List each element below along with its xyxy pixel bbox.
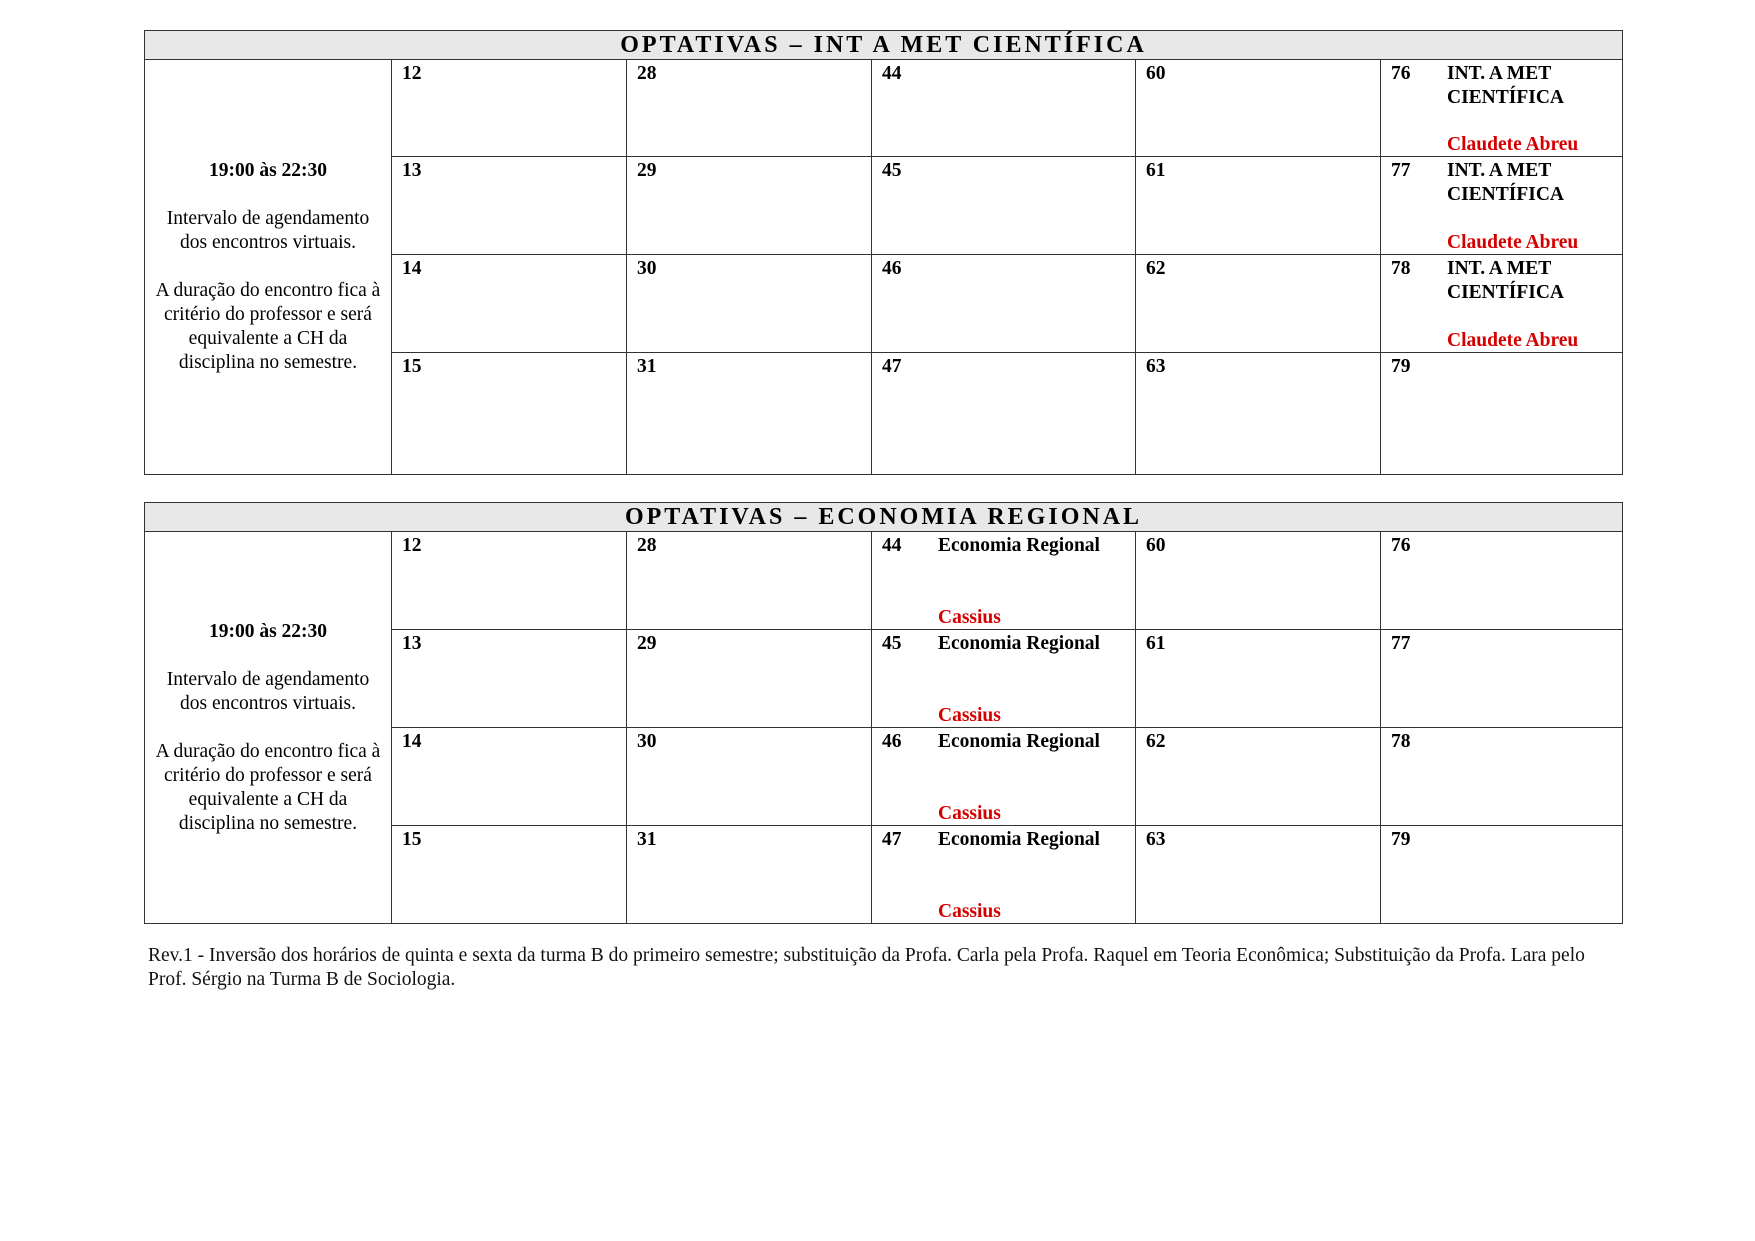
schedule-cell bbox=[872, 255, 1136, 353]
schedule-cell bbox=[872, 532, 1136, 630]
slot-number: 15 bbox=[402, 829, 422, 850]
subject-name: Economia Regional bbox=[938, 829, 1100, 850]
slot-number: 63 bbox=[1146, 829, 1166, 850]
professor-name: Cassius bbox=[938, 803, 1001, 824]
schedule-cell bbox=[1381, 532, 1623, 630]
schedule-cell bbox=[1136, 255, 1381, 353]
slot-number: 76 bbox=[1391, 535, 1411, 556]
slot-number: 13 bbox=[402, 633, 422, 654]
slot-number: 13 bbox=[402, 160, 422, 181]
schedule-cell bbox=[872, 728, 1136, 826]
slot-number: 78 bbox=[1391, 258, 1411, 279]
slot-number: 30 bbox=[637, 731, 657, 752]
slot-number: 77 bbox=[1391, 633, 1411, 654]
slot-number: 62 bbox=[1146, 731, 1166, 752]
slot-number: 44 bbox=[882, 63, 902, 84]
slot-number: 15 bbox=[402, 356, 422, 377]
professor-name: Cassius bbox=[938, 607, 1001, 628]
slot-number: 60 bbox=[1146, 63, 1166, 84]
schedule-cell bbox=[1381, 353, 1623, 475]
slot-number: 79 bbox=[1391, 356, 1411, 377]
subject-name: INT. A MET CIENTÍFICA bbox=[1447, 258, 1565, 303]
subject-name: INT. A MET CIENTÍFICA bbox=[1447, 63, 1565, 108]
time-range: 19:00 às 22:30 bbox=[208, 620, 328, 642]
schedule-cell bbox=[1136, 826, 1381, 924]
slot-number: 61 bbox=[1146, 633, 1166, 654]
duration-note: A duração do encontro fica à critério do professor e será equivalente a CH da disciplina no semestre. bbox=[155, 280, 381, 373]
schedule-cell bbox=[1381, 60, 1623, 157]
duration-note: A duração do encontro fica à critério do professor e será equivalente a CH da disciplina no semestre. bbox=[155, 740, 381, 834]
schedule-row bbox=[145, 60, 1623, 157]
slot-number: 31 bbox=[637, 829, 657, 850]
table-title: OPTATIVAS – ECONOMIA REGIONAL bbox=[145, 503, 1623, 532]
slot-number: 45 bbox=[882, 160, 902, 181]
slot-number: 46 bbox=[882, 731, 902, 752]
professor-name: Cassius bbox=[938, 901, 1001, 922]
schedule-cell bbox=[1136, 728, 1381, 826]
slot-number: 46 bbox=[882, 258, 902, 279]
schedule-cell bbox=[1136, 157, 1381, 255]
schedule-cell bbox=[1136, 532, 1381, 630]
table-title: OPTATIVAS – INT A MET CIENTÍFICA bbox=[145, 31, 1623, 60]
schedule-table-economia-regional bbox=[144, 502, 1623, 924]
schedule-cell bbox=[1381, 157, 1623, 255]
schedule-row bbox=[145, 532, 1623, 630]
professor-name: Claudete Abreu bbox=[1447, 330, 1579, 351]
subject-name: Economia Regional bbox=[938, 731, 1100, 752]
slot-number: 45 bbox=[882, 633, 902, 654]
slot-number: 14 bbox=[402, 258, 422, 279]
slot-number: 60 bbox=[1146, 535, 1166, 556]
slot-number: 28 bbox=[637, 63, 657, 84]
slot-number: 63 bbox=[1146, 356, 1166, 377]
slot-number: 79 bbox=[1391, 829, 1411, 850]
slot-number: 29 bbox=[637, 160, 657, 181]
revision-note: Rev.1 - Inversão dos horários de quinta e sexta da turma B do primeiro semestre; substituição da Profa. Carla pela Profa. Raquel em Teoria Econômica; Substituição da Profa. Lara pelo Prof. Sérgio na Turma B de Sociologia. bbox=[148, 945, 1585, 990]
slot-number: 62 bbox=[1146, 258, 1166, 279]
schedule-cell bbox=[627, 60, 872, 157]
slot-number: 14 bbox=[402, 731, 422, 752]
professor-name: Claudete Abreu bbox=[1447, 232, 1579, 253]
schedule-cell bbox=[1381, 728, 1623, 826]
subject-name: INT. A MET CIENTÍFICA bbox=[1447, 160, 1565, 205]
schedule-cell bbox=[392, 532, 627, 630]
schedule-cell bbox=[1381, 826, 1623, 924]
schedule-cell bbox=[1136, 353, 1381, 475]
slot-number: 61 bbox=[1146, 160, 1166, 181]
professor-name: Claudete Abreu bbox=[1447, 134, 1579, 155]
schedule-cell bbox=[392, 826, 627, 924]
schedule-cell bbox=[872, 157, 1136, 255]
schedule-cell bbox=[1136, 630, 1381, 728]
schedule-info-cell bbox=[145, 60, 392, 475]
slot-number: 31 bbox=[637, 356, 657, 377]
schedule-cell bbox=[627, 630, 872, 728]
schedule-cell bbox=[627, 157, 872, 255]
slot-number: 44 bbox=[882, 535, 902, 556]
schedule-cell bbox=[872, 353, 1136, 475]
professor-name: Cassius bbox=[938, 705, 1001, 726]
slot-number: 77 bbox=[1391, 160, 1411, 181]
slot-number: 12 bbox=[402, 63, 422, 84]
slot-number: 30 bbox=[637, 258, 657, 279]
scheduling-interval-note: Intervalo de agendamento dos encontros virtuais. bbox=[166, 208, 370, 253]
slot-number: 78 bbox=[1391, 731, 1411, 752]
slot-number: 76 bbox=[1391, 63, 1411, 84]
schedule-cell bbox=[627, 532, 872, 630]
schedule-info-cell bbox=[145, 532, 392, 924]
schedule-cell bbox=[392, 353, 627, 475]
schedule-cell bbox=[627, 728, 872, 826]
schedule-cell bbox=[392, 728, 627, 826]
schedule-cell bbox=[627, 826, 872, 924]
schedule-cell bbox=[872, 60, 1136, 157]
scheduling-interval-note: Intervalo de agendamento dos encontros virtuais. bbox=[166, 668, 370, 714]
slot-number: 47 bbox=[882, 829, 902, 850]
subject-name: Economia Regional bbox=[938, 535, 1100, 556]
schedule-cell bbox=[872, 826, 1136, 924]
schedule-cell bbox=[392, 60, 627, 157]
schedule-table-int-met-cientifica bbox=[144, 30, 1623, 475]
time-range: 19:00 às 22:30 bbox=[208, 160, 328, 181]
slot-number: 28 bbox=[637, 535, 657, 556]
schedule-cell bbox=[1381, 630, 1623, 728]
subject-name: Economia Regional bbox=[938, 633, 1100, 654]
schedule-cell bbox=[1381, 255, 1623, 353]
schedule-cell bbox=[627, 255, 872, 353]
schedule-cell bbox=[392, 630, 627, 728]
schedule-cell bbox=[872, 630, 1136, 728]
schedule-cell bbox=[392, 255, 627, 353]
schedule-cell bbox=[392, 157, 627, 255]
slot-number: 12 bbox=[402, 535, 422, 556]
schedule-cell bbox=[1136, 60, 1381, 157]
schedule-cell bbox=[627, 353, 872, 475]
slot-number: 29 bbox=[637, 633, 657, 654]
slot-number: 47 bbox=[882, 356, 902, 377]
